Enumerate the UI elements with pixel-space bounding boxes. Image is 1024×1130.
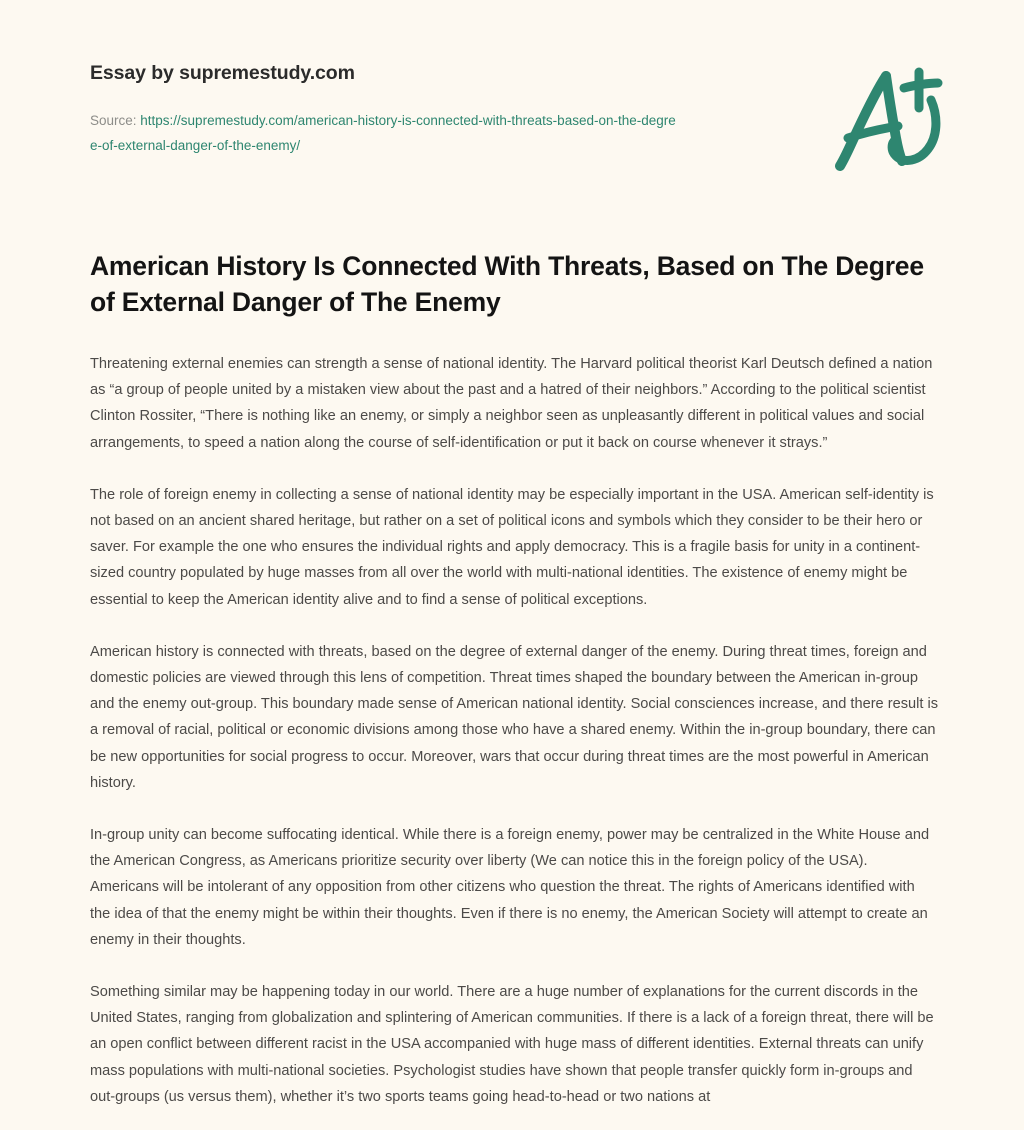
- document-header: [90, 58, 948, 182]
- source-url-link[interactable]: https://supremestudy.com/american-history-is-connected-with-threats-based-on-the-degree-of-external-danger-of-the-enemy/: [90, 113, 676, 153]
- a-plus-logo-icon: [826, 64, 956, 182]
- header-text-block: [90, 58, 680, 158]
- essay-byline: Essay by supremestudy.com: [90, 62, 355, 84]
- body-paragraph: Something similar may be happening today in our world. There are a huge number of explanations for the current discords in the United States, ranging from globalization and splintering of American communities. If there is a lack of a foreign threat, there will be an open conflict between different racist in the USA accompanied with huge mass of different identities. External threats can unify mass populations with multi-national societies. Psychologist studies have shown that people transfer quickly form in-groups and out-groups (us versus them), whether it’s two sports teams going head-to-head or two nations at: [90, 984, 934, 1105]
- body-paragraph: The role of foreign enemy in collecting a sense of national identity may be especially important in the USA. American self-identity is not based on an ancient shared heritage, but rather on a set of political icons and symbols which they consider to be their hero or saver. For example the one who ensures the individual rights and apply democracy. This is a fragile basis for unity in a continent-sized country populated by huge masses from all over the world with multi-national identities. The existence of enemy might be essential to keep the American identity alive and to find a sense of political exceptions.: [90, 486, 934, 608]
- body-paragraph: American history is connected with threats, based on the degree of external danger of the enemy. During threat times, foreign and domestic policies are viewed through this lens of competition. Threat times shaped the boundary between the American in-group and the enemy out-group. This boundary made sense of American national identity. Social consciences increase, and there result is a removal of racial, political or economic divisions among those who have a shared enemy. Within the in-group boundary, there can be new opportunities for social progress to occur. Moreover, wars that occur during threat times are the most powerful in American history.: [90, 643, 939, 791]
- body-paragraph: Threatening external enemies can strength a sense of national identity. The Harvard political theorist Karl Deutsch defined a nation as “a group of people united by a mistaken view about the past and a hatred of their neighbors.” According to the political scientist Clinton Rossiter, “There is nothing like an enemy, or simply a neighbor seen as unpleasantly different in political values and social arrangements, to speed a nation along the course of self-identification or put it back on course whenever it strays.”: [90, 356, 933, 451]
- essay-body: [90, 351, 938, 1110]
- body-paragraph: In-group unity can become suffocating identical. While there is a foreign enemy, power may be centralized in the White House and the American Congress, as Americans prioritize security over liberty (We can notice this in the foreign policy of the USA). Americans will be intolerant of any opposition from other citizens who question the threat. The rights of Americans identified with the idea of that the enemy might be within their thoughts. Even if there is no enemy, the American Society will attempt to create an enemy in their thoughts.: [90, 827, 930, 948]
- source-label: Source:: [90, 113, 141, 128]
- source-line: [90, 108, 680, 158]
- a-plus-logo-svg: [826, 64, 956, 182]
- page-title: American History Is Connected With Threats, Based on The Degree of External Danger of The Enemy: [90, 251, 924, 317]
